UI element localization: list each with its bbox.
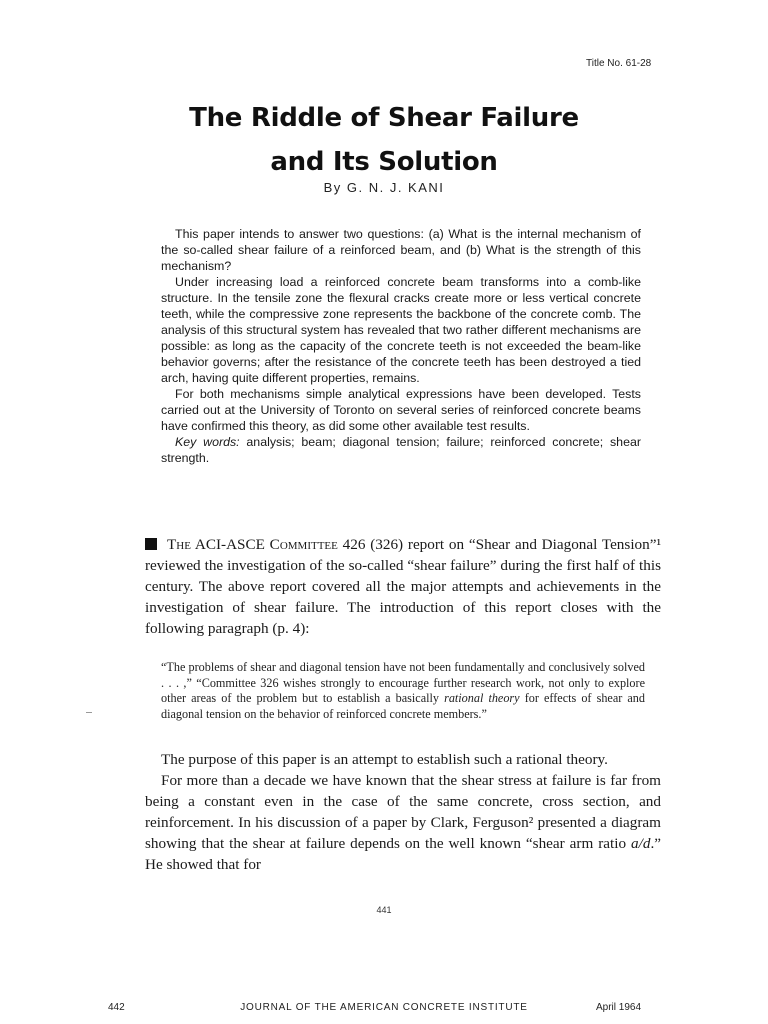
margin-mark bbox=[86, 712, 92, 713]
title-line-2: and Its Solution bbox=[270, 147, 498, 177]
abstract-paragraph-1: This paper intends to answer two questions: (a) What is the internal mechanism of the so-called shear failure of a reinforced beam, and (b) What is the strength of this mechanism? bbox=[161, 227, 641, 273]
abstract-paragraph-2: Under increasing load a reinforced concrete beam transforms into a comb-like structure. In the tensile zone the flexural cracks create more or less vertical concrete teeth, while the compressive zone represents the backbone of the concrete comb. The analysis of this structural system has revealed that two rather different mechanisms are possible: as long as the capacity of the concrete teeth is not exceeded the beam-like behavior governs; after the resistance of the concrete teeth has been destroyed a tied arch, having quite different properties, remains. bbox=[161, 275, 641, 385]
title-line-1: The Riddle of Shear Failure bbox=[189, 103, 579, 133]
body-p2-emphasis: a/d bbox=[631, 835, 651, 852]
abstract-paragraph-3: For both mechanisms simple analytical expressions have been developed. Tests carried out at the University of Toronto on several series of reinforced concrete beams have confirmed this theory, as did some other available test results. bbox=[161, 387, 641, 433]
body-p2-after: .” He showed that for bbox=[145, 835, 662, 873]
block-quote bbox=[161, 660, 645, 722]
keywords-label: Key words: bbox=[175, 435, 240, 449]
paper-title bbox=[0, 96, 768, 184]
quote-before: “The problems of shear and diagonal tension have not been fundamentally and conclusively solved . . . ,” “Committee 326 wishes strongly to encourage further research work, not only to explore other areas of the problem but to establish a basically bbox=[161, 660, 645, 706]
title-number: Title No. 61-28 bbox=[586, 58, 652, 69]
section-bullet-icon bbox=[145, 538, 157, 550]
keywords-list: analysis; beam; diagonal tension; failure; reinforced concrete; shear strength. bbox=[161, 435, 641, 465]
body-paragraph-2 bbox=[145, 770, 661, 875]
footer-date: April 1964 bbox=[596, 1002, 642, 1013]
intro-lead: The ACI-ASCE Committee bbox=[167, 536, 338, 553]
abstract-keywords bbox=[161, 434, 641, 466]
intro-paragraph bbox=[145, 534, 661, 639]
inner-page-number: 441 bbox=[376, 905, 392, 915]
intro-section bbox=[145, 534, 661, 639]
abstract bbox=[161, 226, 641, 466]
intro-text: 426 (326) report on “Shear and Diagonal Tension”¹ reviewed the investigation of the so-called “shear failure” during the first half of this century. The above report covered all the major attempts and achievements in the investigation of shear failure. The introduction of this report closes with the following paragraph (p. 4): bbox=[145, 536, 662, 637]
body-p2-before: For more than a decade we have known that the shear stress at failure is far from being a constant even in the case of the same concrete, cross section, and reinforcement. In his discussion of a paper by Clark, Ferguson² presented a diagram showing that the shear at failure depends on the well known “shear arm ratio bbox=[145, 772, 661, 852]
quote-text bbox=[161, 660, 645, 722]
quote-after: for effects of shear and diagonal tension on the behavior of reinforced concrete members.” bbox=[161, 691, 645, 721]
footer-journal: JOURNAL OF THE AMERICAN CONCRETE INSTITUTE bbox=[240, 1002, 528, 1013]
quote-emphasis: rational theory bbox=[444, 691, 520, 706]
footer-page-number: 442 bbox=[108, 1002, 125, 1013]
body-paragraph-1: The purpose of this paper is an attempt to establish such a rational theory. bbox=[161, 751, 608, 768]
author-byline: By G. N. J. KANI bbox=[323, 180, 445, 195]
body-section bbox=[145, 749, 661, 875]
